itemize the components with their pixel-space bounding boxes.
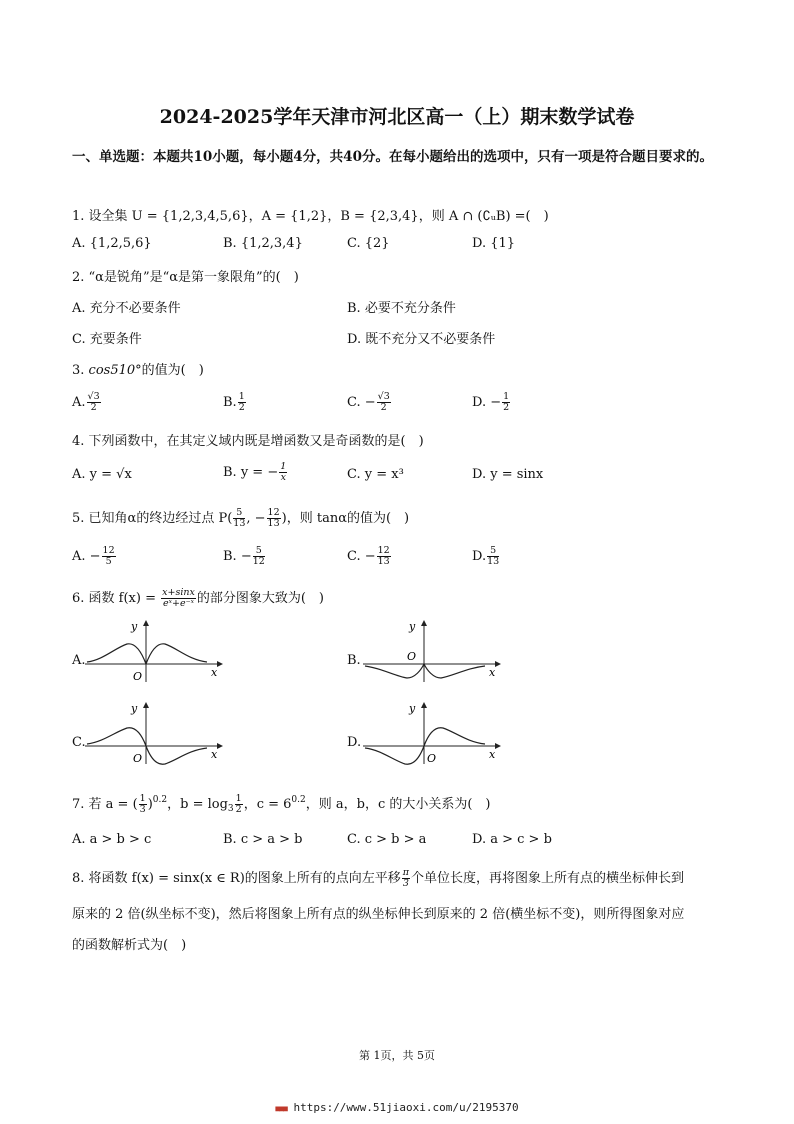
- q6-stem-prefix: 6. 函数 f(x) =: [72, 591, 161, 606]
- x-axis-arrow: [495, 661, 501, 667]
- question-6-stem: [72, 587, 324, 609]
- q6-num: x+sinx: [162, 587, 195, 598]
- origin-label: O: [407, 650, 417, 663]
- axis-x-label: x: [489, 666, 496, 679]
- q3-b-prefix: B.: [223, 395, 237, 410]
- q3-c-den: 2: [380, 402, 387, 413]
- y-axis-arrow: [421, 702, 427, 708]
- axis-y-label: y: [131, 702, 138, 715]
- origin-label: O: [133, 670, 143, 683]
- q7-a-exp: 0.2: [152, 795, 168, 805]
- q5-p1-den: 13: [233, 518, 246, 529]
- q5-d-num: 5: [487, 546, 499, 557]
- watermark-logo: ■■■: [275, 1104, 287, 1113]
- q3-b-fraction: [238, 392, 246, 413]
- q5-c-prefix: C. −: [347, 549, 376, 564]
- curve: [365, 664, 485, 678]
- q5-stem-prefix: 5. 已知角α的终边经过点 P(: [72, 511, 233, 526]
- q3-a-fraction: [87, 392, 101, 413]
- q3-b-num: 1: [238, 391, 245, 402]
- page-footer: 第 1页，共 5页: [359, 1049, 435, 1062]
- q7-option-d: D. a > c > b: [472, 832, 552, 847]
- q8-pi-num: π: [402, 867, 410, 878]
- q7-option-c: C. c > b > a: [347, 832, 427, 847]
- q1-option-a: A. {1,2,5,6}: [72, 236, 152, 251]
- question-7-stem: 7. 若 a = ( $\frac{1}{3}$ )$^{0.2}$，$b = \log_3$ $\frac{1}{2}$ ，$c = 6^{0.2}$，则 a，b，c 的大小关系为( ): [72, 793, 491, 815]
- q1-option-b: B. {1,2,3,4}: [223, 236, 303, 251]
- q3-stem-prefix: 3.: [72, 363, 89, 378]
- q7-b-fraction: [235, 794, 243, 815]
- q6-label-c: C.: [72, 735, 86, 750]
- q7-stem-mid1: ，b = log: [167, 797, 228, 812]
- q5-a-fraction: [102, 546, 116, 567]
- axis-y-label: y: [409, 620, 416, 633]
- q5-d-den: 13: [487, 556, 500, 567]
- watermark-url[interactable]: https://www.51jiaoxi.com/u/2195370: [293, 1101, 519, 1114]
- question-8-line-1: [72, 867, 684, 889]
- q5-option-c: [347, 546, 392, 567]
- q7-stem-mid2: ，c = 6: [243, 797, 292, 812]
- q7-a-num: 1: [139, 793, 146, 804]
- q6-graph-b: [363, 620, 503, 682]
- axis-y-label: y: [131, 620, 138, 633]
- q3-stem-suffix: 的值为( ): [141, 363, 204, 378]
- q2-option-b: B. 必要不充分条件: [347, 301, 456, 316]
- q6-graph-c: [85, 702, 225, 764]
- q5-p2-fraction: [267, 508, 281, 529]
- q2-option-d: D. 既不充分又不必要条件: [347, 332, 496, 347]
- q5-option-b: [223, 546, 266, 567]
- q3-option-c: [347, 392, 392, 413]
- question-8-line-3: 的函数解析式为( ): [72, 938, 187, 953]
- q7-b-den: 2: [235, 804, 242, 815]
- q7-c-exp: 0.2: [291, 795, 306, 805]
- q8-pi-den: 3: [402, 878, 409, 889]
- y-axis-arrow: [421, 620, 427, 626]
- question-3-stem: [72, 359, 204, 378]
- q3-a-den: 2: [90, 402, 97, 413]
- question-2-stem: 2. “α是锐角”是“α是第一象限角”的( ): [72, 270, 299, 285]
- watermark: [0, 1101, 794, 1114]
- q6-graph-a: [85, 620, 225, 682]
- q6-stem-suffix: 的部分图象大致为( ): [196, 591, 324, 606]
- q3-d-fraction: [502, 392, 510, 413]
- q4-b-num: 1: [280, 461, 287, 472]
- q5-a-num: 12: [102, 545, 115, 556]
- q4-option-d: D. y = sinx: [472, 467, 544, 482]
- x-axis-arrow: [217, 661, 223, 667]
- q6-graph-d: [363, 702, 503, 764]
- q3-d-den: 2: [503, 402, 510, 413]
- q5-b-num: 5: [253, 546, 265, 557]
- q3-c-prefix: C. −: [347, 395, 376, 410]
- q4-b-den: x: [280, 472, 286, 483]
- q3-a-prefix: A.: [72, 395, 86, 410]
- q7-option-b: B. c > a > b: [223, 832, 303, 847]
- y-axis-arrow: [143, 702, 149, 708]
- axis-y-label: y: [409, 702, 416, 715]
- q7-b-sub: 3: [227, 804, 234, 814]
- q5-p1-fraction: [233, 508, 245, 529]
- q5-p2-den: 13: [267, 518, 280, 529]
- q3-d-prefix: D. −: [472, 395, 502, 410]
- q4-option-c: C. y = x³: [347, 467, 404, 482]
- axis-x-label: x: [211, 748, 218, 761]
- q8-line1-suffix: 个单位长度，再将图象上所有点的横坐标伸长到: [411, 871, 685, 886]
- q3-option-a: [72, 392, 102, 413]
- q5-d-prefix: D.: [472, 549, 487, 564]
- q4-option-a: A. y = √x: [72, 467, 132, 482]
- q6-label-b: B.: [347, 653, 361, 668]
- question-1-stem: 1. 设全集 U = {1,2,3,4,5,6}，A = {1,2}，B = {2,3,4}，则 A ∩ (∁ᵤB) =( ): [72, 209, 549, 224]
- q3-option-b: [223, 392, 247, 413]
- q5-b-den: 12: [252, 556, 265, 567]
- page-title: 2024-2025学年天津市河北区高一（上）期末数学试卷: [159, 106, 635, 128]
- q4-option-b: [223, 462, 288, 483]
- q7-a-fraction: [139, 794, 147, 815]
- q5-c-num: 12: [377, 545, 390, 556]
- q8-line1-prefix: 8. 将函数 f(x) = sinx(x ∈ R)的图象上所有的点向左平移: [72, 871, 401, 886]
- q5-p1-num: 5: [233, 508, 245, 519]
- q2-option-a: A. 充分不必要条件: [72, 301, 181, 316]
- question-5-stem: [72, 507, 409, 529]
- curve: [87, 644, 207, 664]
- q3-option-d: [472, 392, 511, 413]
- axis-x-label: x: [211, 666, 218, 679]
- q1-option-c: C. {2}: [347, 236, 390, 251]
- q6-fraction: [161, 588, 196, 609]
- q5-p2-num: 12: [267, 507, 280, 518]
- y-axis-arrow: [143, 620, 149, 626]
- q3-stem-math: cos510°: [88, 363, 142, 378]
- x-axis-arrow: [495, 743, 501, 749]
- q5-p-mid: , −: [246, 511, 266, 526]
- origin-label: O: [427, 752, 437, 765]
- x-axis-arrow: [217, 743, 223, 749]
- axis-x-label: x: [489, 748, 496, 761]
- q7-stem-suffix: ，则 a，b，c 的大小关系为( ): [305, 797, 491, 812]
- q4-b-prefix: B. y = −: [223, 465, 279, 480]
- q6-label-d: D.: [347, 735, 362, 750]
- q2-option-c: C. 充要条件: [72, 332, 142, 347]
- q8-pi-fraction: [402, 868, 410, 889]
- q5-c-fraction: [377, 546, 391, 567]
- q5-option-d: [472, 546, 500, 567]
- q3-c-fraction: [377, 392, 391, 413]
- q6-label-a: A.: [72, 653, 86, 668]
- section-heading: 一、单选题：本题共10小题，每小题4分，共40分。在每小题给出的选项中，只有一项是符合题目要求的。: [72, 149, 713, 165]
- q3-a-num: √3: [87, 391, 100, 402]
- q3-c-num: √3: [377, 391, 390, 402]
- q5-option-a: [72, 546, 117, 567]
- q5-a-den: 5: [105, 556, 112, 567]
- q5-c-den: 13: [377, 556, 390, 567]
- q5-b-fraction: [253, 546, 265, 567]
- origin-label: O: [133, 752, 143, 765]
- q7-stem-prefix: 7. 若 a = (: [72, 797, 138, 812]
- q3-d-num: 1: [503, 391, 510, 402]
- q5-a-prefix: A. −: [72, 549, 101, 564]
- q7-b-num: 1: [235, 793, 242, 804]
- q5-stem-suffix: )，则 tanα的值为( ): [281, 511, 410, 526]
- question-4-stem: 4. 下列函数中，在其定义域内既是增函数又是奇函数的是( ): [72, 434, 424, 449]
- q6-den: eˣ+e⁻ˣ: [163, 598, 194, 609]
- q4-b-fraction: [279, 462, 287, 483]
- q5-d-fraction: [487, 546, 499, 567]
- question-8-line-2: 原来的 2 倍(纵坐标不变)，然后将图象上所有点的纵坐标伸长到原来的 2 倍(横坐标不变)，则所得图象对应: [72, 907, 685, 922]
- q7-a-den: 3: [139, 804, 146, 815]
- q3-b-den: 2: [238, 402, 245, 413]
- q5-b-prefix: B. −: [223, 549, 252, 564]
- q7-option-a: A. a > b > c: [72, 832, 152, 847]
- q1-option-d: D. {1}: [472, 236, 516, 251]
